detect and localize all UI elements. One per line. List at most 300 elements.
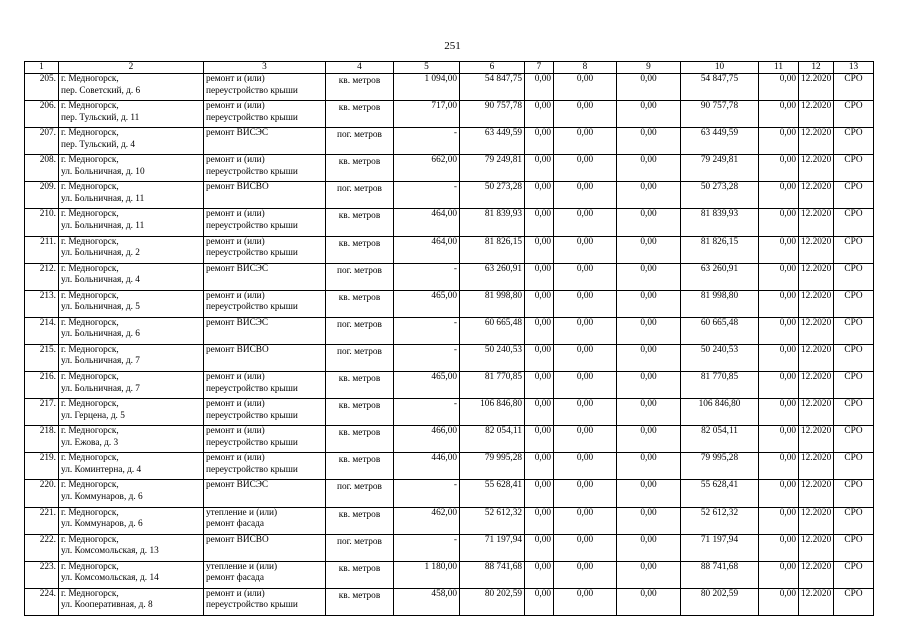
- funding-source: СРО: [834, 182, 874, 209]
- col-7-value: 0,00: [525, 372, 554, 399]
- column-number-7: 7: [525, 62, 554, 74]
- col-11-value: 0,00: [759, 209, 799, 236]
- column-number-1: 1: [25, 62, 59, 74]
- col-9-value: 0,00: [617, 480, 681, 507]
- quantity: -: [394, 182, 460, 209]
- completion-date: 12.2020: [799, 372, 834, 399]
- funding-source: СРО: [834, 155, 874, 182]
- col-8-value: 0,00: [554, 344, 617, 371]
- address-line-2: ул. Коминтерна, д. 4: [61, 464, 142, 475]
- col-11-value: 0,00: [759, 101, 799, 128]
- table-row: [25, 263, 874, 290]
- address-line-2: ул. Больничная, д. 6: [61, 329, 140, 340]
- address: [59, 480, 204, 507]
- col-7-value: 0,00: [525, 534, 554, 561]
- table-row: [25, 236, 874, 263]
- work-type-line-1: ремонт и (или): [206, 588, 265, 599]
- cost-total: 81 998,80: [460, 290, 525, 317]
- unit: кв. метров: [326, 209, 394, 236]
- completion-date: 12.2020: [799, 74, 834, 101]
- work-type-line-1: ремонт и (или): [206, 372, 265, 383]
- address: [59, 74, 204, 101]
- unit: пог. метров: [326, 534, 394, 561]
- table-row: [25, 480, 874, 507]
- funding-source: СРО: [834, 290, 874, 317]
- unit: кв. метров: [326, 588, 394, 615]
- address: [59, 155, 204, 182]
- row-number: 209.: [25, 182, 59, 209]
- row-number: 215.: [25, 344, 59, 371]
- col-7-value: 0,00: [525, 399, 554, 426]
- address-line-1: г. Медногорск,: [61, 263, 119, 274]
- col-11-value: 0,00: [759, 561, 799, 588]
- col-10-value: 81 998,80: [681, 290, 759, 317]
- col-7-value: 0,00: [525, 155, 554, 182]
- col-8-value: 0,00: [554, 453, 617, 480]
- work-type: [204, 317, 326, 344]
- col-10-value: 60 665,48: [681, 317, 759, 344]
- address-line-2: ул. Герцена, д. 5: [61, 410, 125, 421]
- address: [59, 263, 204, 290]
- col-8-value: 0,00: [554, 290, 617, 317]
- col-7-value: 0,00: [525, 426, 554, 453]
- col-11-value: 0,00: [759, 453, 799, 480]
- col-7-value: 0,00: [525, 263, 554, 290]
- funding-source: СРО: [834, 372, 874, 399]
- work-type: [204, 155, 326, 182]
- row-number: 220.: [25, 480, 59, 507]
- funding-source: СРО: [834, 399, 874, 426]
- work-type: [204, 507, 326, 534]
- col-8-value: 0,00: [554, 561, 617, 588]
- col-8-value: 0,00: [554, 128, 617, 155]
- col-10-value: 63 449,59: [681, 128, 759, 155]
- column-number-12: 12: [799, 62, 834, 74]
- cost-total: 50 240,53: [460, 344, 525, 371]
- col-10-value: 63 260,91: [681, 263, 759, 290]
- col-9-value: 0,00: [617, 101, 681, 128]
- table-row: [25, 426, 874, 453]
- work-type: [204, 372, 326, 399]
- funding-source: СРО: [834, 426, 874, 453]
- col-9-value: 0,00: [617, 317, 681, 344]
- quantity: 1 094,00: [394, 74, 460, 101]
- col-8-value: 0,00: [554, 372, 617, 399]
- row-number: 206.: [25, 101, 59, 128]
- quantity: -: [394, 534, 460, 561]
- col-11-value: 0,00: [759, 263, 799, 290]
- quantity: -: [394, 263, 460, 290]
- address-line-2: ул. Больничная, д. 7: [61, 356, 140, 367]
- col-7-value: 0,00: [525, 74, 554, 101]
- unit: пог. метров: [326, 263, 394, 290]
- work-type-line-1: ремонт ВИСЭС: [206, 263, 269, 274]
- row-number: 211.: [25, 236, 59, 263]
- col-7-value: 0,00: [525, 344, 554, 371]
- work-type-line-2: переустройство крыши: [206, 600, 298, 611]
- address: [59, 426, 204, 453]
- row-number: 219.: [25, 453, 59, 480]
- col-11-value: 0,00: [759, 534, 799, 561]
- col-11-value: 0,00: [759, 128, 799, 155]
- work-type-line-1: утепление и (или): [206, 561, 278, 572]
- col-11-value: 0,00: [759, 317, 799, 344]
- cost-total: 106 846,80: [460, 399, 525, 426]
- col-8-value: 0,00: [554, 507, 617, 534]
- work-type-line-1: утепление и (или): [206, 507, 278, 518]
- work-type: [204, 290, 326, 317]
- column-number-5: 5: [394, 62, 460, 74]
- cost-total: 54 847,75: [460, 74, 525, 101]
- funding-source: СРО: [834, 317, 874, 344]
- quantity: 464,00: [394, 236, 460, 263]
- table-row: [25, 317, 874, 344]
- address: [59, 534, 204, 561]
- work-type: [204, 561, 326, 588]
- address: [59, 317, 204, 344]
- cost-total: 81 826,15: [460, 236, 525, 263]
- unit: кв. метров: [326, 74, 394, 101]
- col-9-value: 0,00: [617, 453, 681, 480]
- col-8-value: 0,00: [554, 426, 617, 453]
- quantity: 465,00: [394, 372, 460, 399]
- address-line-1: г. Медногорск,: [61, 480, 119, 491]
- work-type: [204, 534, 326, 561]
- work-type: [204, 182, 326, 209]
- row-number: 222.: [25, 534, 59, 561]
- address: [59, 372, 204, 399]
- completion-date: 12.2020: [799, 263, 834, 290]
- cost-total: 52 612,32: [460, 507, 525, 534]
- work-type-line-1: ремонт и (или): [206, 155, 265, 166]
- table-row: [25, 209, 874, 236]
- col-11-value: 0,00: [759, 372, 799, 399]
- address-line-2: ул. Коммунаров, д. 6: [61, 491, 143, 502]
- address-line-2: ул. Больничная, д. 11: [61, 193, 145, 204]
- col-7-value: 0,00: [525, 182, 554, 209]
- col-9-value: 0,00: [617, 182, 681, 209]
- address-line-2: ул. Ежова, д. 3: [61, 437, 119, 448]
- address: [59, 290, 204, 317]
- col-9-value: 0,00: [617, 534, 681, 561]
- col-9-value: 0,00: [617, 372, 681, 399]
- completion-date: 12.2020: [799, 480, 834, 507]
- work-type: [204, 209, 326, 236]
- row-number: 205.: [25, 74, 59, 101]
- col-10-value: 88 741,68: [681, 561, 759, 588]
- table-row: [25, 507, 874, 534]
- col-11-value: 0,00: [759, 290, 799, 317]
- address-line-2: ул. Больничная, д. 11: [61, 220, 145, 231]
- address: [59, 453, 204, 480]
- completion-date: 12.2020: [799, 561, 834, 588]
- col-8-value: 0,00: [554, 236, 617, 263]
- col-10-value: 79 249,81: [681, 155, 759, 182]
- cost-total: 50 273,28: [460, 182, 525, 209]
- work-type-line-1: ремонт и (или): [206, 426, 265, 437]
- funding-source: СРО: [834, 209, 874, 236]
- completion-date: 12.2020: [799, 209, 834, 236]
- work-type-line-1: ремонт и (или): [206, 236, 265, 247]
- address-line-1: г. Медногорск,: [61, 372, 119, 383]
- work-type-line-2: переустройство крыши: [206, 220, 298, 231]
- quantity: 1 180,00: [394, 561, 460, 588]
- unit: кв. метров: [326, 426, 394, 453]
- col-8-value: 0,00: [554, 263, 617, 290]
- col-10-value: 55 628,41: [681, 480, 759, 507]
- funding-source: СРО: [834, 263, 874, 290]
- funding-source: СРО: [834, 74, 874, 101]
- cost-total: 82 054,11: [460, 426, 525, 453]
- completion-date: 12.2020: [799, 128, 834, 155]
- quantity: 446,00: [394, 453, 460, 480]
- funding-source: СРО: [834, 344, 874, 371]
- col-7-value: 0,00: [525, 101, 554, 128]
- completion-date: 12.2020: [799, 588, 834, 615]
- address-line-2: ул. Больничная, д. 5: [61, 302, 140, 313]
- completion-date: 12.2020: [799, 317, 834, 344]
- table-row: [25, 561, 874, 588]
- quantity: 465,00: [394, 290, 460, 317]
- quantity: -: [394, 480, 460, 507]
- unit: кв. метров: [326, 290, 394, 317]
- col-11-value: 0,00: [759, 155, 799, 182]
- work-type: [204, 236, 326, 263]
- address-line-2: ул. Комсомольская, д. 14: [61, 573, 159, 584]
- address-line-2: ул. Кооперативная, д. 8: [61, 600, 153, 611]
- col-11-value: 0,00: [759, 74, 799, 101]
- completion-date: 12.2020: [799, 399, 834, 426]
- col-10-value: 80 202,59: [681, 588, 759, 615]
- address-line-1: г. Медногорск,: [61, 101, 119, 112]
- work-type: [204, 263, 326, 290]
- completion-date: 12.2020: [799, 101, 834, 128]
- cost-total: 81 770,85: [460, 372, 525, 399]
- quantity: 662,00: [394, 155, 460, 182]
- col-10-value: 81 839,93: [681, 209, 759, 236]
- col-10-value: 54 847,75: [681, 74, 759, 101]
- col-11-value: 0,00: [759, 399, 799, 426]
- work-type-line-2: переустройство крыши: [206, 85, 298, 96]
- cost-total: 55 628,41: [460, 480, 525, 507]
- address-line-1: г. Медногорск,: [61, 588, 119, 599]
- table-row: [25, 290, 874, 317]
- column-number-6: 6: [460, 62, 525, 74]
- work-type-line-1: ремонт ВИСЭС: [206, 128, 269, 139]
- col-8-value: 0,00: [554, 588, 617, 615]
- table-row: [25, 534, 874, 561]
- row-number: 207.: [25, 128, 59, 155]
- address-line-1: г. Медногорск,: [61, 507, 119, 518]
- work-type-line-2: переустройство крыши: [206, 383, 298, 394]
- table-row: [25, 128, 874, 155]
- unit: кв. метров: [326, 561, 394, 588]
- col-10-value: 81 826,15: [681, 236, 759, 263]
- col-7-value: 0,00: [525, 453, 554, 480]
- column-number-9: 9: [617, 62, 681, 74]
- column-number-4: 4: [326, 62, 394, 74]
- col-9-value: 0,00: [617, 426, 681, 453]
- row-number: 221.: [25, 507, 59, 534]
- address-line-1: г. Медногорск,: [61, 534, 119, 545]
- cost-total: 63 260,91: [460, 263, 525, 290]
- col-7-value: 0,00: [525, 236, 554, 263]
- table-row: [25, 101, 874, 128]
- address-line-1: г. Медногорск,: [61, 344, 119, 355]
- col-9-value: 0,00: [617, 561, 681, 588]
- completion-date: 12.2020: [799, 453, 834, 480]
- address-line-2: ул. Больничная, д. 7: [61, 383, 140, 394]
- funding-source: СРО: [834, 561, 874, 588]
- row-number: 210.: [25, 209, 59, 236]
- work-type-line-1: ремонт ВИСЭС: [206, 317, 269, 328]
- column-number-10: 10: [681, 62, 759, 74]
- col-9-value: 0,00: [617, 209, 681, 236]
- address-line-1: г. Медногорск,: [61, 209, 119, 220]
- funding-source: СРО: [834, 507, 874, 534]
- col-10-value: 52 612,32: [681, 507, 759, 534]
- completion-date: 12.2020: [799, 507, 834, 534]
- quantity: 462,00: [394, 507, 460, 534]
- unit: кв. метров: [326, 399, 394, 426]
- work-type-line-1: ремонт и (или): [206, 74, 265, 84]
- address-line-1: г. Медногорск,: [61, 128, 119, 139]
- col-10-value: 82 054,11: [681, 426, 759, 453]
- address-line-2: ул. Комсомольская, д. 13: [61, 546, 159, 557]
- work-type-line-1: ремонт и (или): [206, 290, 265, 301]
- row-number: 212.: [25, 263, 59, 290]
- cost-total: 63 449,59: [460, 128, 525, 155]
- funding-source: СРО: [834, 588, 874, 615]
- work-type: [204, 399, 326, 426]
- work-type-line-1: ремонт ВИСВО: [206, 182, 269, 193]
- address: [59, 561, 204, 588]
- work-type: [204, 480, 326, 507]
- col-10-value: 71 197,94: [681, 534, 759, 561]
- work-type: [204, 588, 326, 615]
- unit: пог. метров: [326, 480, 394, 507]
- work-type-line-2: переустройство крыши: [206, 464, 298, 475]
- completion-date: 12.2020: [799, 534, 834, 561]
- col-8-value: 0,00: [554, 534, 617, 561]
- cost-total: 71 197,94: [460, 534, 525, 561]
- funding-source: СРО: [834, 101, 874, 128]
- cost-total: 90 757,78: [460, 101, 525, 128]
- work-type-line-1: ремонт и (или): [206, 453, 265, 464]
- page-number: 251: [444, 40, 461, 52]
- work-type-line-1: ремонт ВИСВО: [206, 344, 269, 355]
- work-type-line-2: переустройство крыши: [206, 112, 298, 123]
- address-line-2: ул. Коммунаров, д. 6: [61, 519, 143, 529]
- col-11-value: 0,00: [759, 426, 799, 453]
- address-line-1: г. Медногорск,: [61, 290, 119, 301]
- address-line-1: г. Медногорск,: [61, 426, 119, 437]
- quantity: -: [394, 317, 460, 344]
- quantity: -: [394, 344, 460, 371]
- row-number: 214.: [25, 317, 59, 344]
- col-9-value: 0,00: [617, 588, 681, 615]
- col-11-value: 0,00: [759, 507, 799, 534]
- col-9-value: 0,00: [617, 290, 681, 317]
- work-type-line-2: переустройство крыши: [206, 302, 298, 313]
- address: [59, 101, 204, 128]
- col-11-value: 0,00: [759, 236, 799, 263]
- quantity: 458,00: [394, 588, 460, 615]
- col-7-value: 0,00: [525, 209, 554, 236]
- row-number: 217.: [25, 399, 59, 426]
- col-9-value: 0,00: [617, 263, 681, 290]
- address: [59, 128, 204, 155]
- table-row: [25, 74, 874, 101]
- unit: пог. метров: [326, 128, 394, 155]
- col-8-value: 0,00: [554, 209, 617, 236]
- row-number: 218.: [25, 426, 59, 453]
- address-line-2: пер. Тульский, д. 4: [61, 139, 136, 150]
- table-row: [25, 155, 874, 182]
- table-row: [25, 399, 874, 426]
- col-9-value: 0,00: [617, 236, 681, 263]
- repair-registry-table: [24, 61, 874, 616]
- work-type-line-1: ремонт и (или): [206, 399, 265, 410]
- address-line-1: г. Медногорск,: [61, 236, 119, 247]
- address: [59, 182, 204, 209]
- unit: пог. метров: [326, 317, 394, 344]
- unit: кв. метров: [326, 507, 394, 534]
- quantity: 464,00: [394, 209, 460, 236]
- work-type: [204, 101, 326, 128]
- col-11-value: 0,00: [759, 182, 799, 209]
- unit: пог. метров: [326, 344, 394, 371]
- col-9-value: 0,00: [617, 399, 681, 426]
- cost-total: 88 741,68: [460, 561, 525, 588]
- work-type-line-1: ремонт ВИСВО: [206, 534, 269, 545]
- col-7-value: 0,00: [525, 480, 554, 507]
- column-number-header-row: [25, 62, 874, 74]
- col-9-value: 0,00: [617, 74, 681, 101]
- address-line-1: г. Медногорск,: [61, 155, 119, 166]
- column-number-3: 3: [204, 62, 326, 74]
- col-11-value: 0,00: [759, 480, 799, 507]
- funding-source: СРО: [834, 534, 874, 561]
- unit: кв. метров: [326, 236, 394, 263]
- quantity: -: [394, 399, 460, 426]
- work-type-line-2: переустройство крыши: [206, 248, 298, 259]
- col-9-value: 0,00: [617, 507, 681, 534]
- col-8-value: 0,00: [554, 155, 617, 182]
- completion-date: 12.2020: [799, 236, 834, 263]
- funding-source: СРО: [834, 480, 874, 507]
- col-9-value: 0,00: [617, 128, 681, 155]
- cost-total: 80 202,59: [460, 588, 525, 615]
- row-number: 216.: [25, 372, 59, 399]
- col-8-value: 0,00: [554, 74, 617, 101]
- funding-source: СРО: [834, 453, 874, 480]
- funding-source: СРО: [834, 236, 874, 263]
- quantity: -: [394, 128, 460, 155]
- address-line-1: г. Медногорск,: [61, 317, 119, 328]
- col-11-value: 0,00: [759, 344, 799, 371]
- unit: пог. метров: [326, 182, 394, 209]
- address: [59, 344, 204, 371]
- col-11-value: 0,00: [759, 588, 799, 615]
- work-type-line-1: ремонт и (или): [206, 101, 265, 112]
- row-number: 223.: [25, 561, 59, 588]
- unit: кв. метров: [326, 372, 394, 399]
- unit: кв. метров: [326, 453, 394, 480]
- column-number-8: 8: [554, 62, 617, 74]
- address-line-1: г. Медногорск,: [61, 182, 119, 193]
- quantity: 717,00: [394, 101, 460, 128]
